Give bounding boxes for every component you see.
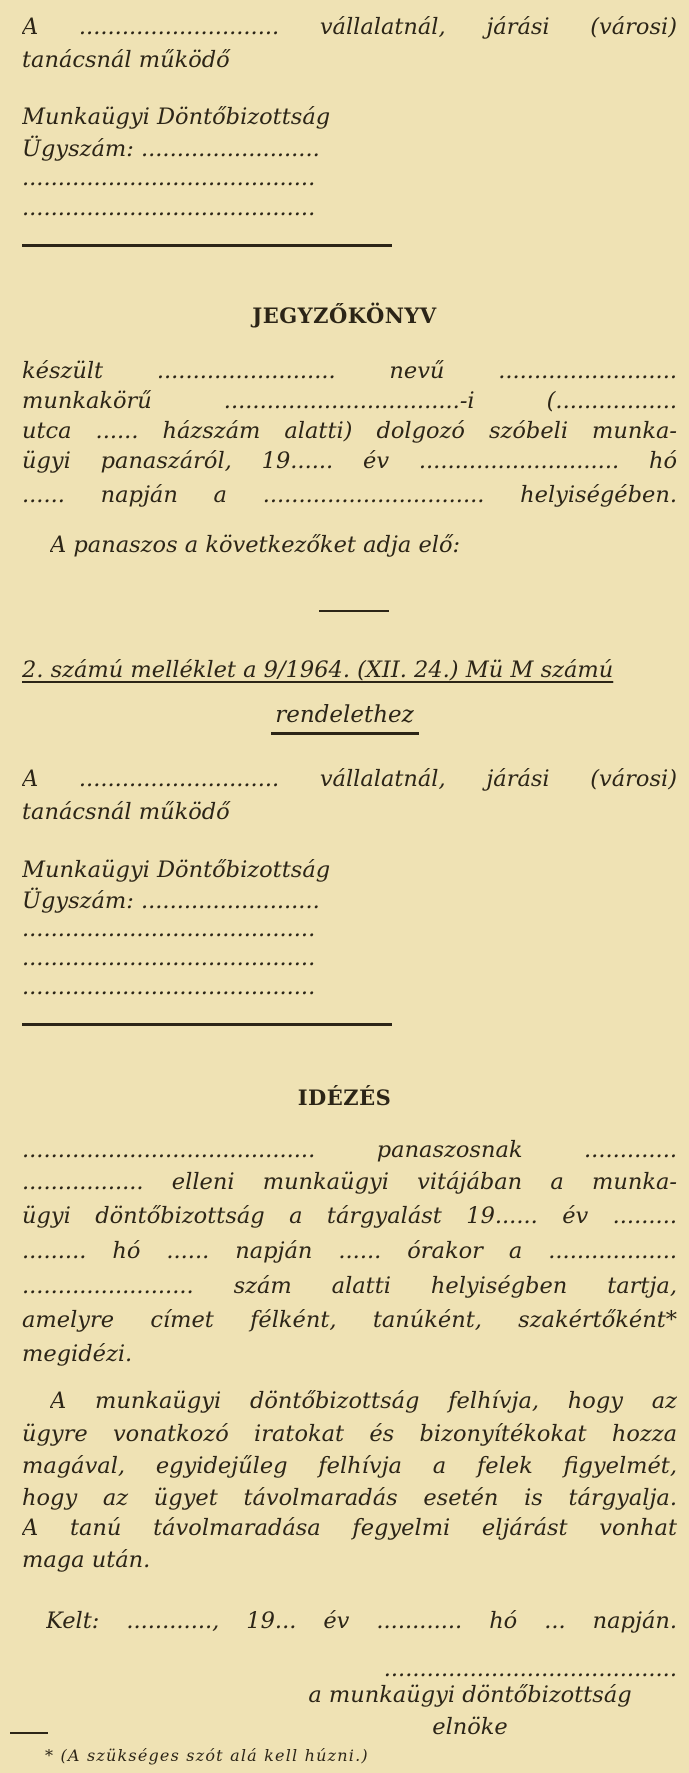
form2-body-line-5: ........................ szám alatti helyiségben tartja, [22, 1273, 677, 1299]
form1-body-line-5: ...... napján a ............................... helyiségében. [22, 482, 677, 508]
attachment-line-1-text: 2. számú melléklet a 9/1964. (XII. 24.) Mü M számú [22, 657, 614, 683]
form1-case-number: Ügyszám: ......................... [22, 136, 320, 162]
attachment-underline [271, 732, 419, 735]
form2-committee-name: Munkaügyi Döntőbizottság [22, 857, 331, 883]
form1-title: JEGYZŐKÖNYV [252, 303, 437, 328]
form2-body-line-3: ügyi döntőbizottság a tárgyalást 19...... év ......... [22, 1203, 677, 1229]
form2-title: IDÉZÉS [297, 1085, 392, 1110]
form2-body-line-7: megidézi. [22, 1341, 133, 1367]
form2-header-line-1: A ............................ vállalatnál, járási (városi) [22, 766, 677, 792]
form1-body-line-4: ügyi panaszáról, 19...... év ............................ hó [22, 448, 677, 474]
attachment-line-1 [22, 655, 677, 691]
form2-notice-line-2: ügyre vonatkozó iratokat és bizonyítékokat hozza [22, 1421, 677, 1447]
form2-body-line-4: ......... hó ...... napján ...... órakor a .................. [22, 1238, 677, 1264]
form2-body-line-6: amelyre címet félként, tanúként, szakértőként* [22, 1307, 677, 1333]
footnote-rule [10, 1732, 48, 1734]
form2-signature-dots: ......................................... [383, 1656, 677, 1682]
form2-notice-line-5: A tanú távolmaradása fegyelmi eljárást vonhat [22, 1515, 677, 1541]
section-divider [319, 610, 389, 612]
form2-footnote: * (A szükséges szót alá kell húzni.) [45, 1746, 369, 1765]
form1-body-line-2: munkakörű .................................-i (................. [22, 388, 677, 414]
form2-body-line-2: ................. elleni munkaügyi vitájában a munka- [22, 1169, 677, 1195]
form1-blank-line-2: ......................................... [22, 195, 316, 221]
form2-body-line-1: ......................................... panaszosnak ............. [22, 1137, 677, 1163]
attachment-line-2: rendelethez [275, 702, 414, 728]
form2-header-line-2: tanácsnál működő [22, 799, 230, 825]
form2-header-rule [22, 1023, 392, 1026]
form2-signature-line-2: elnöke [432, 1714, 508, 1740]
form1-header-line-1: A ............................ vállalatnál, járási (városi) [22, 14, 677, 40]
form2-blank-line-3: ......................................... [22, 974, 316, 1000]
form1-body-line-6: A panaszos a következőket adja elő: [50, 532, 461, 558]
form2-notice-line-6: maga után. [22, 1547, 151, 1573]
form2-dated-line: Kelt: ............, 19... év ............ hó ... napján. [46, 1608, 677, 1634]
form1-body-line-1: készült ......................... nevű ......................... [22, 358, 677, 384]
form2-case-number: Ügyszám: ......................... [22, 888, 320, 914]
form2-notice-line-4: hogy az ügyet távolmaradás esetén is tárgyalja. [22, 1485, 677, 1511]
form2-notice-line-1: A munkaügyi döntőbizottság felhívja, hogy az [50, 1388, 677, 1414]
form2-signature-line-1: a munkaügyi döntőbizottság [308, 1682, 632, 1708]
form2-blank-line-1: ......................................... [22, 916, 316, 942]
form1-committee-name: Munkaügyi Döntőbizottság [22, 104, 331, 130]
form1-header-rule [22, 244, 392, 247]
form2-notice-line-3: magával, egyidejűleg felhívja a felek figyelmét, [22, 1453, 677, 1479]
form1-blank-line-1: ......................................... [22, 165, 316, 191]
form1-header-line-2: tanácsnál működő [22, 47, 230, 73]
form2-blank-line-2: ......................................... [22, 945, 316, 971]
form1-body-line-3: utca ...... házszám alatti) dolgozó szóbeli munka- [22, 418, 677, 444]
